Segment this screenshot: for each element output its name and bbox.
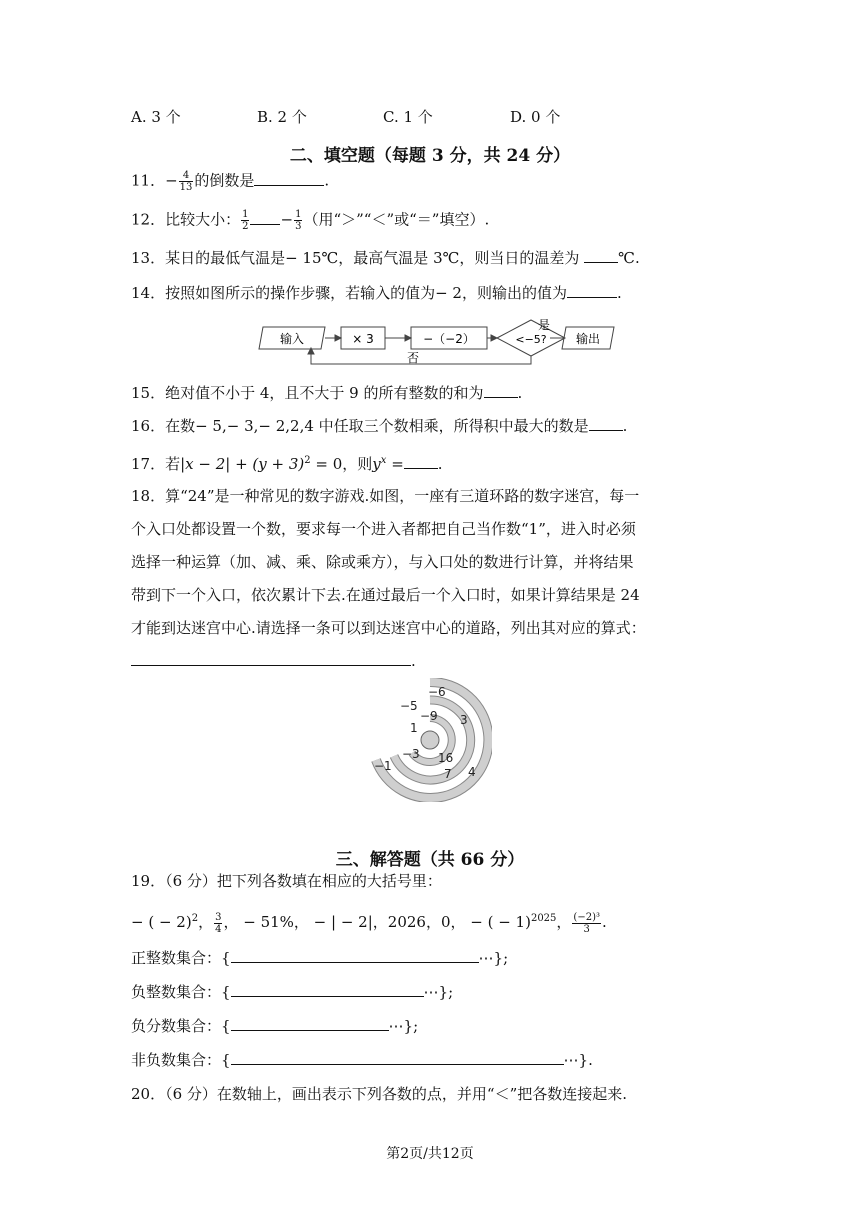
question-15: 15．绝对值不小于 4，且不大于 9 的所有整数的和为 . <box>131 384 523 402</box>
answer-blank[interactable] <box>254 171 324 186</box>
flow-minus-label: −（−2） <box>423 332 475 346</box>
question-18-line-2: 个入口处都设置一个数，要求每一个进入者都把自己当作数“1”，进入时必须 <box>131 520 636 538</box>
question-11: 11．− $\frac{4}{13}$ 的倒数是 . <box>131 170 330 193</box>
flow-output-label: 输出 <box>575 332 601 346</box>
answer-blank[interactable] <box>404 454 438 469</box>
negative-fraction-set: 负分数集合：{ ⋯}; <box>131 1017 419 1035</box>
maze-number: −1 <box>374 759 392 773</box>
flow-no-label: 否 <box>406 351 420 365</box>
negative-integer-set: 负整数集合：{ ⋯}; <box>131 983 454 1001</box>
question-19-numbers: − ( − 2)$^2$， $\frac{3}{4}$ ， − 51%， − | − 2|，2026，0， − ( − 1)$^{2025}$， $\frac{\text{(−2)³}}{3}$ . <box>131 911 607 935</box>
maze-diagram <box>368 678 492 802</box>
maze-number: −5 <box>400 699 418 713</box>
answer-blank[interactable] <box>231 948 479 963</box>
fraction: $\frac{4}{13}$ <box>179 170 193 193</box>
section-3-title: 三、解答题（共 66 分） <box>335 850 525 870</box>
maze-number: 7 <box>444 767 452 781</box>
answer-blank[interactable] <box>567 283 617 298</box>
answer-blank[interactable] <box>250 210 280 225</box>
answer-blank[interactable] <box>131 651 411 666</box>
answer-blank[interactable] <box>231 1050 564 1065</box>
answer-blank[interactable] <box>589 416 623 431</box>
question-18-answer: . <box>131 651 416 671</box>
answer-blank[interactable] <box>584 248 618 263</box>
non-negative-set: 非负数集合：{ ⋯}. <box>131 1051 593 1069</box>
question-18-line-3: 选择一种运算（加、减、乘、除或乘方），与入口处的数进行计算，并将结果 <box>131 553 634 571</box>
question-13: 13．某日的最低气温是− 15℃，最高气温是 3℃，则当日的温差为 ℃. <box>131 249 640 267</box>
question-12: 12．比较大小： $\frac{1}{2}$ − $\frac{1}{3}$ （用“＞”“＜”或“＝”填空）. <box>131 209 490 232</box>
question-18-line-5: 才能到达迷宫中心.请选择一条可以到达迷宫中心的道路，列出其对应的算式： <box>131 619 646 637</box>
answer-blank[interactable] <box>484 383 518 398</box>
maze-number: 16 <box>438 751 454 765</box>
answer-blank[interactable] <box>231 982 424 997</box>
choice-a: A. 3 个 <box>131 108 181 126</box>
question-number: 11． <box>131 171 166 190</box>
question-14: 14．按照如图所示的操作步骤，若输入的值为− 2，则输出的值为 . <box>131 284 622 302</box>
maze-number: 4 <box>468 765 476 779</box>
positive-integer-set: 正整数集合：{ ⋯}; <box>131 949 509 967</box>
choice-d: D. 0 个 <box>510 108 561 126</box>
flowchart <box>255 316 615 372</box>
choice-b: B. 2 个 <box>257 108 307 126</box>
flow-times3-label: × 3 <box>352 332 374 346</box>
maze-number: 1 <box>410 721 418 735</box>
flow-condition-label: <−5? <box>515 333 547 346</box>
answer-blank[interactable] <box>231 1016 389 1031</box>
question-18-line-4: 带到下一个入口，依次累计下去.在通过最后一个入口时，如果计算结果是 24 <box>131 586 640 604</box>
flow-yes-label: 是 <box>538 318 551 332</box>
choice-c: C. 1 个 <box>383 108 433 126</box>
question-18-line-1: 18．算“24”是一种常见的数字游戏.如图，一座有三道环路的数字迷宫，每一 <box>131 487 640 505</box>
maze-number: −9 <box>420 709 438 723</box>
maze-number: −6 <box>428 685 446 699</box>
page-footer: 第2页/共12页 <box>386 1146 474 1162</box>
flow-input-label: 输入 <box>279 332 305 346</box>
question-20: 20．（6 分）在数轴上，画出表示下列各数的点，并用“＜”把各数连接起来. <box>131 1085 628 1103</box>
question-16: 16．在数− 5,− 3,− 2,2,4 中任取三个数相乘，所得积中最大的数是 . <box>131 417 628 435</box>
question-17: 17．若$|x - 2| + (y + 3)^2 = 0$，则$y^x$ = . <box>131 455 443 473</box>
maze-number: 3 <box>460 713 468 727</box>
section-2-title: 二、填空题（每题 3 分，共 24 分） <box>289 146 571 166</box>
question-19-intro: 19．（6 分）把下列各数填在相应的大括号里： <box>131 872 442 890</box>
maze-number: −3 <box>402 747 420 761</box>
